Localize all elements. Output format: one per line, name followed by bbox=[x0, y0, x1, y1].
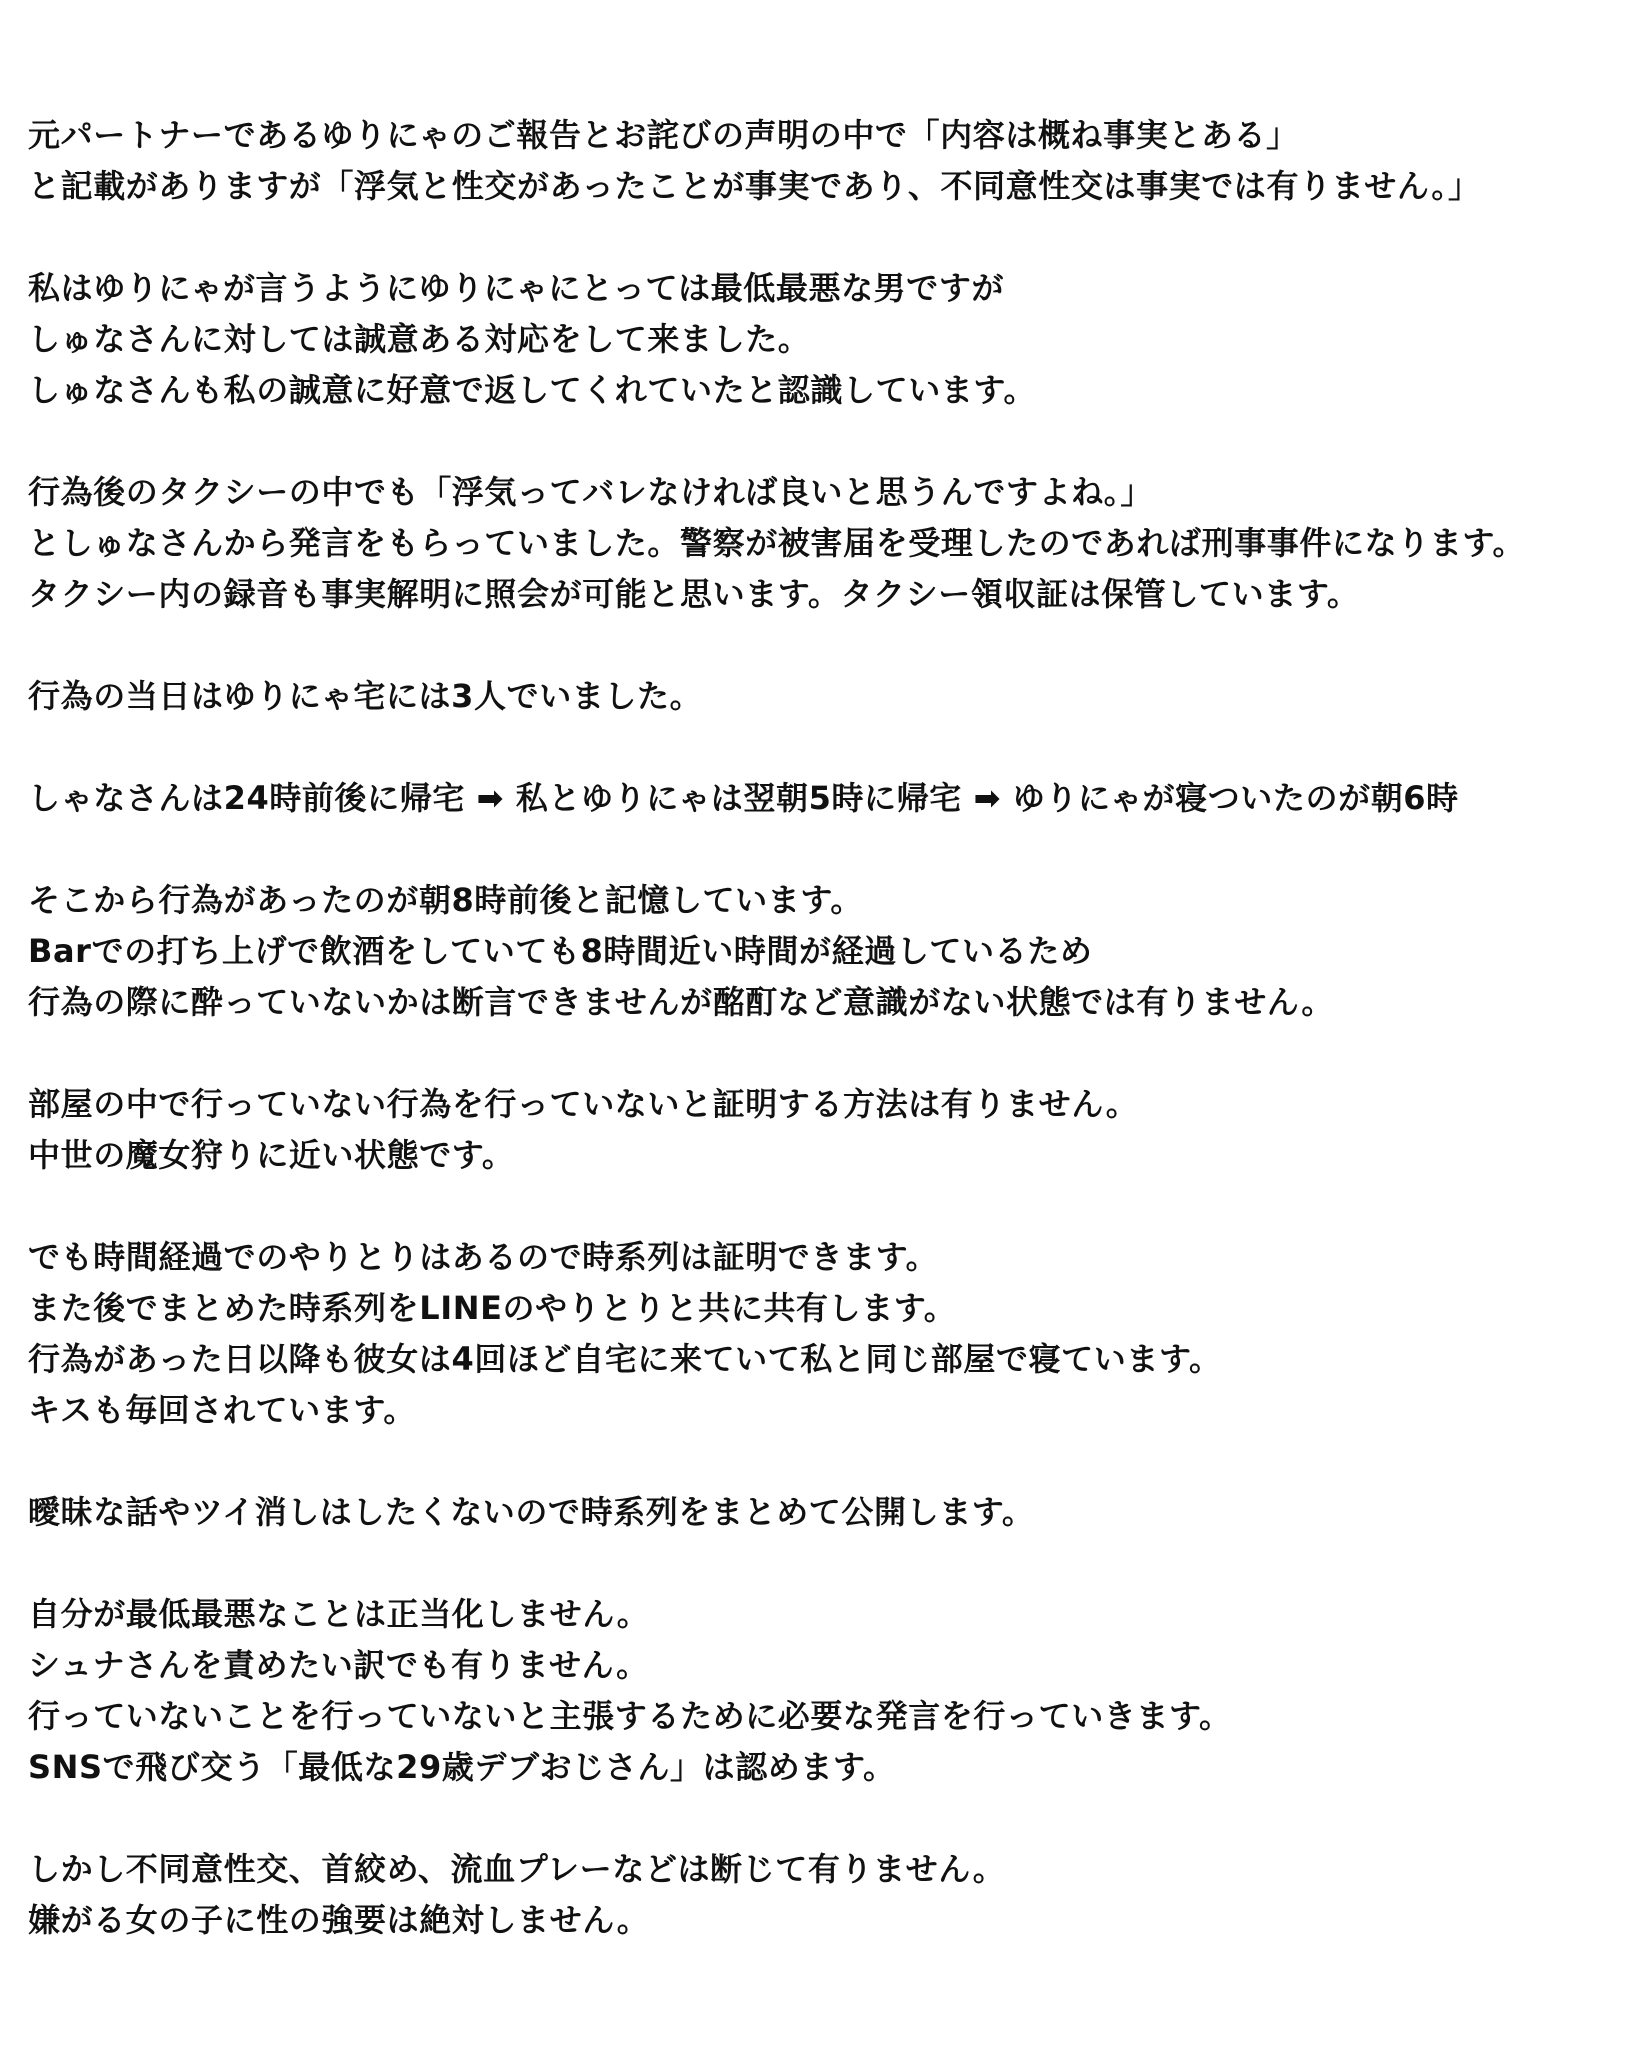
text-line: しゃなさんは24時前後に帰宅 ➡ 私とゆりにゃは翌朝5時に帰宅 ➡ ゆりにゃが寝ついたのが朝6時 bbox=[28, 779, 1459, 817]
text-line: 行為があった日以降も彼女は4回ほど自宅に来ていて私と同じ部屋で寝ています。 bbox=[28, 1340, 1222, 1378]
paragraph-8 bbox=[28, 1232, 1628, 1436]
paragraph-9 bbox=[28, 1487, 1628, 1538]
text-line: SNSで飛び交う「最低な29歳デブおじさん」は認めます。 bbox=[28, 1748, 896, 1786]
paragraph-5 bbox=[28, 773, 1628, 824]
text-line: 行為後のタクシーの中でも「浮気ってバレなければ良いと思うんですよね。」 bbox=[28, 473, 1154, 511]
text-line: シュナさんを責めたい訳でも有りません。 bbox=[28, 1646, 649, 1684]
paragraph-3 bbox=[28, 467, 1628, 620]
text-line: 嫌がる女の子に性の強要は絶対しません。 bbox=[28, 1901, 650, 1939]
paragraph-6 bbox=[28, 875, 1628, 1028]
text-line: 部屋の中で行っていない行為を行っていないと証明する方法は有りません。 bbox=[28, 1085, 1139, 1123]
text-line: しゅなさんに対しては誠意ある対応をして来ました。 bbox=[28, 320, 811, 358]
text-line: 元パートナーであるゆりにゃのご報告とお詫びの声明の中で「内容は概ね事実とある」 bbox=[28, 116, 1299, 154]
paragraph-1 bbox=[28, 110, 1628, 212]
text-line: 行為の際に酔っていないかは断言できませんが酩酊など意識がない状態では有りません。 bbox=[28, 983, 1334, 1021]
paragraph-11 bbox=[28, 1844, 1628, 1946]
text-line: そこから行為があったのが朝8時前後と記憶しています。 bbox=[28, 881, 863, 919]
text-line: しゅなさんも私の誠意に好意で返してくれていたと認識しています。 bbox=[28, 371, 1037, 409]
paragraph-10 bbox=[28, 1589, 1628, 1793]
text-line: 曖昧な話やツイ消しはしたくないので時系列をまとめて公開します。 bbox=[28, 1493, 1035, 1531]
text-line: キスも毎回されています。 bbox=[28, 1391, 417, 1429]
text-line: 私はゆりにゃが言うようにゆりにゃにとっては最低最悪な男ですが bbox=[28, 269, 1005, 307]
text-line: としゅなさんから発言をもらっていました。警察が被害届を受理したのであれば刑事事件になります。 bbox=[28, 524, 1526, 562]
text-line: 中世の魔女狩りに近い状態です。 bbox=[28, 1136, 515, 1174]
text-line: と記載がありますが「浮気と性交があったことが事実であり、不同意性交は事実では有りません。」 bbox=[28, 167, 1481, 205]
text-line: 行為の当日はゆりにゃ宅には3人でいました。 bbox=[28, 677, 703, 715]
text-line: 行っていないことを行っていないと主張するために必要な発言を行っていきます。 bbox=[28, 1697, 1232, 1735]
text-line: タクシー内の録音も事実解明に照会が可能と思います。タクシー領収証は保管しています。 bbox=[28, 575, 1360, 613]
statement-body bbox=[28, 110, 1628, 1997]
paragraph-4 bbox=[28, 671, 1628, 722]
paragraph-2 bbox=[28, 263, 1628, 416]
text-line: でも時間経過でのやりとりはあるので時系列は証明できます。 bbox=[28, 1238, 939, 1276]
text-line: 自分が最低最悪なことは正当化しません。 bbox=[28, 1595, 650, 1633]
paragraph-7 bbox=[28, 1079, 1628, 1181]
text-line: また後でまとめた時系列をLINEのやりとりと共に共有します。 bbox=[28, 1289, 957, 1327]
text-line: しかし不同意性交、首絞め、流血プレーなどは断じて有りません。 bbox=[28, 1850, 1006, 1888]
text-line: Barでの打ち上げで飲酒をしていても8時間近い時間が経過しているため bbox=[28, 932, 1093, 970]
